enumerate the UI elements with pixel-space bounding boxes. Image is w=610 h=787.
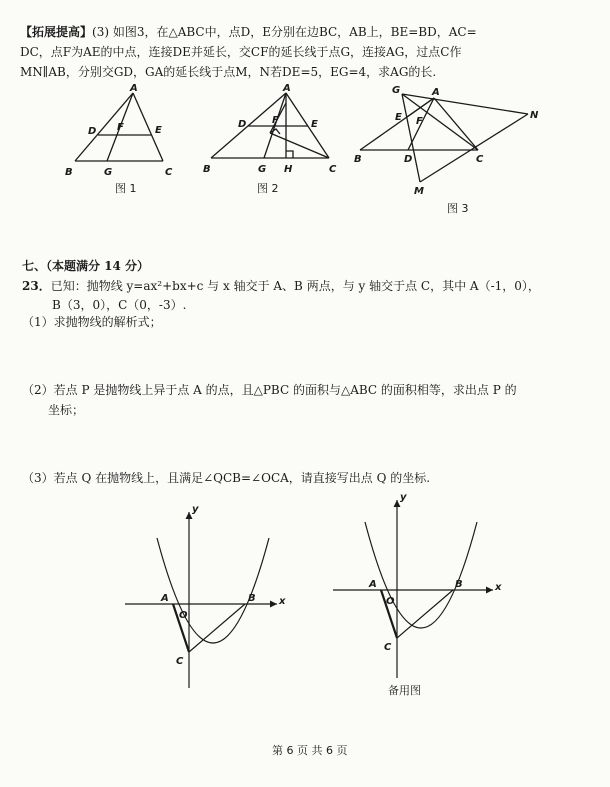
- fig3-caption: 图 3: [447, 202, 469, 215]
- fig2-label-d: D: [238, 119, 247, 130]
- question-number: 23．: [22, 279, 51, 293]
- fig3-segment-gc: [402, 94, 478, 150]
- fig2-label-f: F: [272, 115, 279, 126]
- fig1-label-c: C: [165, 167, 173, 178]
- backup-origin-label: O: [386, 596, 395, 607]
- x-axis-label: x: [279, 596, 286, 607]
- backup-segment-bc: [397, 590, 453, 638]
- subquestion-2-line-2: 坐标；: [48, 403, 85, 417]
- fig3-label-c: C: [476, 154, 484, 165]
- backup-caption: 备用图: [388, 684, 421, 697]
- subquestion-2-line-1: （2）若点 P 是抛物线上异于点 A 的点，且△PBC 的面积与△ABC 的面积相等，求出点 P 的: [22, 383, 517, 397]
- fig2-label-b: B: [203, 164, 211, 175]
- fig3-segment-mn: [420, 114, 528, 182]
- fig1-label-a: A: [130, 83, 138, 94]
- subquestion-1: （1）求抛物线的解析式；: [22, 315, 162, 329]
- fig1-caption: 图 1: [115, 182, 137, 195]
- section-heading: 七、（本题满分 14 分）: [22, 259, 150, 273]
- backup-point-a-label: A: [369, 579, 377, 590]
- fig2-right-angle: [286, 151, 293, 158]
- fig1-side-ab: [75, 93, 133, 161]
- point-a-label: A: [161, 593, 169, 604]
- fig3-label-b: B: [354, 154, 362, 165]
- fig3-label-n: N: [530, 110, 539, 121]
- problem-line-1: [20, 22, 477, 42]
- question-text-1: 已知：抛物线 y=ax²+bx+c 与 x 轴交于 A、B 两点，与 y 轴交于点 C，其中 A（-1，0），: [50, 279, 540, 293]
- fig3-segment-gn: [402, 94, 528, 114]
- problem-text-1: (3) 如图3，在△ABC中，点D，E分别在边BC，AB上，BE=BD，AC=: [92, 25, 477, 39]
- fig3-label-a: A: [432, 87, 440, 98]
- fig1-label-f: F: [117, 122, 124, 133]
- backup-y-axis-label: y: [400, 492, 407, 503]
- extension-tag: 【拓展提高】: [20, 25, 93, 39]
- backup-parabola-curve: [365, 522, 477, 628]
- question-line-2: B（3，0），C（0，-3）.: [52, 298, 187, 312]
- fig1-label-e: E: [155, 125, 162, 136]
- question-line-1: [22, 276, 540, 296]
- backup-x-axis-label: x: [495, 582, 502, 593]
- fig1-label-b: B: [65, 167, 73, 178]
- figure-1: [55, 85, 195, 180]
- fig3-side-ac: [434, 98, 478, 150]
- fig2-label-g: G: [258, 164, 267, 175]
- parabola-graph-backup: [325, 490, 505, 680]
- fig3-label-d: D: [404, 154, 413, 165]
- figure-2: [198, 85, 348, 180]
- point-b-label: B: [248, 593, 256, 604]
- y-axis-label: y: [192, 504, 199, 515]
- fig3-label-e: E: [395, 112, 402, 123]
- origin-label: O: [179, 610, 188, 621]
- segment-bc: [189, 604, 245, 652]
- backup-point-b-label: B: [455, 579, 463, 590]
- problem-line-2: DC，点F为AE的中点，连接DE并延长，交CF的延长线于点G，连接AG，过点C作: [20, 45, 462, 59]
- fig3-label-f: F: [416, 116, 423, 127]
- fig2-label-a: A: [283, 83, 291, 94]
- fig2-label-h: H: [284, 164, 293, 175]
- fig3-segment-gm: [402, 94, 420, 182]
- page-footer: 第 6 页 共 6 页: [272, 744, 348, 757]
- fig3-label-m: M: [414, 186, 424, 197]
- fig2-label-c: C: [329, 164, 337, 175]
- fig2-label-e: E: [311, 119, 318, 130]
- problem-line-3: MN∥AB，分别交GD，GA的延长线于点M，N若DE=5，EG=4，求AG的长.: [20, 65, 437, 79]
- fig1-label-g: G: [104, 167, 113, 178]
- parabola-curve: [157, 538, 269, 643]
- fig2-caption: 图 2: [257, 182, 279, 195]
- parabola-graph-main: [115, 500, 295, 690]
- figure-3: [350, 82, 550, 200]
- fig3-label-g: G: [392, 85, 401, 96]
- subquestion-3: （3）若点 Q 在抛物线上，且满足∠QCB=∠OCA，请直接写出点 Q 的坐标.: [22, 471, 431, 485]
- point-c-label: C: [176, 656, 184, 667]
- backup-point-c-label: C: [384, 642, 392, 653]
- fig1-label-d: D: [88, 126, 97, 137]
